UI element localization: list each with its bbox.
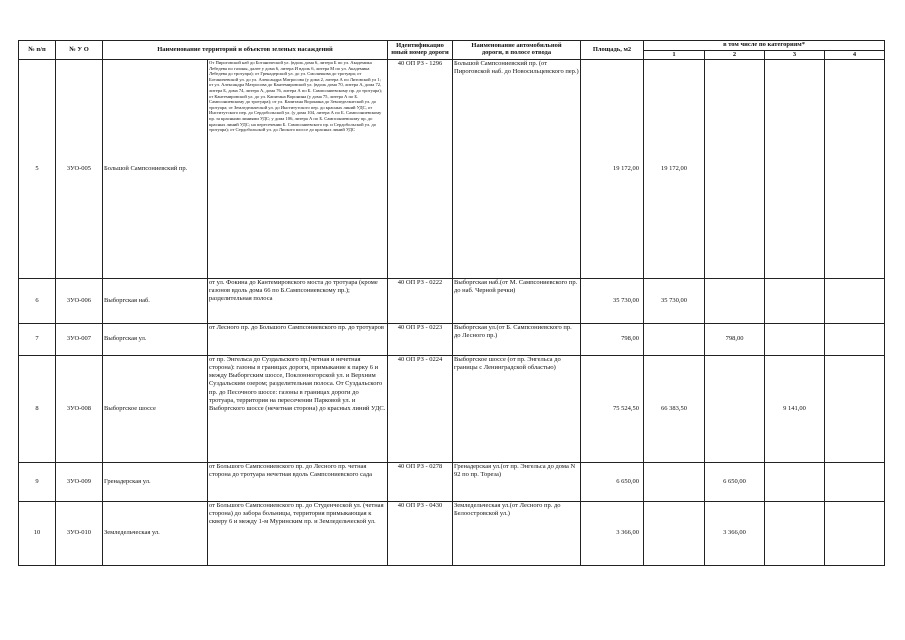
- row-area: 6 650,00: [581, 463, 644, 502]
- row-category-3: [765, 463, 825, 502]
- row-uo-code: 3УО-007: [56, 324, 103, 356]
- row-area: 75 524,50: [581, 356, 644, 463]
- row-category-3: [765, 60, 825, 279]
- row-area: 798,00: [581, 324, 644, 356]
- row-road-id: 40 ОП РЗ - 0278: [388, 463, 453, 502]
- header-road-id: [388, 41, 453, 60]
- row-category-2: [705, 356, 765, 463]
- row-uo-code: 3УО-009: [56, 463, 103, 502]
- header-road-name-line1: Наименование автомобильной: [471, 42, 562, 50]
- row-category-2: 6 650,00: [705, 463, 765, 502]
- row-uo-code: 3УО-008: [56, 356, 103, 463]
- row-object-name: Выборгская наб.: [103, 279, 208, 324]
- row-number: 7: [19, 324, 56, 356]
- row-description: от Большого Сампсониевского пр. до Студенческой ул. (четная сторона) до забора больницы, территория примыкающая к скверу 6 и между 1-м Муринским пр. и Земледельческой ул.: [208, 502, 388, 566]
- row-road-id: 40 ОП РЗ - 0223: [388, 324, 453, 356]
- row-category-2: 798,00: [705, 324, 765, 356]
- row-category-4: [825, 463, 885, 502]
- row-description: от пр. Энгельса до Суздальского пр.(четная и нечетная сторона): газоны в границах дороги, примыкание к парку 6 и между Выборгским шоссе, Поклонногорской ул. и Верхним Суздальским озером; разделительная полоса. От Суздальского пр. до Песочного шоссе: газоны в границах дороги до тротуара, территория на пересечении Парковой ул. и Выборгского шоссе (нечетная сторона) до красных линий УДС.: [208, 356, 388, 463]
- row-road-id: 40 ОП РЗ - 0222: [388, 279, 453, 324]
- row-category-4: [825, 356, 885, 463]
- header-road-name: [453, 41, 581, 60]
- row-description: от ул. Фокина до Кантемировского моста до тротуара (кроме газонов вдоль дома 66 по Б.Сампсониевскому пр.); разделительная полоса: [208, 279, 388, 324]
- row-object-name: Земледельческая ул.: [103, 502, 208, 566]
- row-category-4: [825, 502, 885, 566]
- row-description: От Пироговской наб до Ботанической ул. (вдоль дома 6, литера Б по ул. Академика Лебедева по газоны, далее у дома 6, литера И вдоль 6, литера М по ул. Академика Лебедева до тротуара); от Гренадерской ул. до ул. Смолячкова до тротуара; от Ботаничевской ул. до ул. Александра Матросова (у дома 2, литера А по Литовской ул 1; от ул. Александра Матросова до Кантемировской ул. (вдоль дома 70, литера А, домa 72, литера Б, дома 74, литера А, дома 76, литера А по Б. Сампсониевскому пр. до тротуара); от Кантемировской ул. до ул. Капитана Воронина (у дома 75, литера А по Б. Сампсониевскому до тротуара); от ул. Капитана Воронина до Земледельческой ул. до тротуара; от Земледельческой ул. до Институтского пер. до красных линий УДС, от Институтского пер. до Сердобольской ул. (у дома 104, литера А по Б. Сампсониевскому пр. за красными линиями УДС; у дома 106, литера А по Б. Сампсониевскому пр. до красных линий УДС; на пересечении Б. Сампсониевского пр. и Сердобольской ул. до тротуара); от Сердобольской ул. до Лиского шоссе до красных линий УДС: [208, 60, 388, 279]
- table-row: [19, 356, 885, 463]
- row-category-2: [705, 60, 765, 279]
- header-category-1: 1: [644, 51, 705, 60]
- row-category-4: [825, 60, 885, 279]
- green-spaces-table: [18, 40, 885, 566]
- header-categories: в том числе по категориям*: [644, 41, 885, 51]
- row-category-1: [644, 463, 705, 502]
- row-uo-code: 3УО-010: [56, 502, 103, 566]
- row-category-2: 3 366,00: [705, 502, 765, 566]
- row-uo-code: 3УО-006: [56, 279, 103, 324]
- header-object-name: Наименование территорий и объектов зеленых насаждений: [103, 41, 388, 60]
- table-row: [19, 324, 885, 356]
- header-number: № п/п: [19, 41, 56, 60]
- row-number: 10: [19, 502, 56, 566]
- row-road-id: 40 ОП РЗ - 1296: [388, 60, 453, 279]
- row-object-name: Выборгская ул.: [103, 324, 208, 356]
- row-category-3: [765, 324, 825, 356]
- row-description: от Большого Сампсониевского пр. до Лесного пр. четная сторона до тротуара нечетная вдоль Сампсониевского сада: [208, 463, 388, 502]
- row-category-3: [765, 502, 825, 566]
- header-road-name-line2: дороги, в полосе отвода: [481, 49, 552, 56]
- row-uo-code: 3УО-005: [56, 60, 103, 279]
- row-road-id: 40 ОП РЗ - 0430: [388, 502, 453, 566]
- row-category-1: 35 730,00: [644, 279, 705, 324]
- header-road-id-line2: нный номер дороги: [391, 49, 449, 56]
- table-row: [19, 463, 885, 502]
- row-road-name: Гренадерская ул.(от пр. Энгельса до дома N 92 по пр. Тореза): [453, 463, 581, 502]
- row-road-id: 40 ОП РЗ - 0224: [388, 356, 453, 463]
- row-number: 9: [19, 463, 56, 502]
- row-road-name: Выборгская наб.(от М. Сампсониевского пр. до наб. Черной речки): [453, 279, 581, 324]
- row-road-name: Большой Сампсониевский пр. (от Пироговской наб. до Новосильцевского пер.): [453, 60, 581, 279]
- row-category-1: 19 172,00: [644, 60, 705, 279]
- row-number: 5: [19, 60, 56, 279]
- header-road-id-line1: Идентификацио: [396, 42, 444, 50]
- row-category-4: [825, 324, 885, 356]
- table-row: [19, 502, 885, 566]
- row-object-name: Большой Сампсониевский пр.: [103, 60, 208, 279]
- row-category-1: 66 383,50: [644, 356, 705, 463]
- row-road-name: Земледельческая ул.(от Лесного пр. до Белоостровской ул.): [453, 502, 581, 566]
- table-row: [19, 279, 885, 324]
- row-area: 19 172,00: [581, 60, 644, 279]
- row-area: 35 730,00: [581, 279, 644, 324]
- header-area: Площадь, м2: [581, 41, 644, 60]
- header-category-4: 4: [825, 51, 885, 60]
- row-area: 3 366,00: [581, 502, 644, 566]
- row-category-4: [825, 279, 885, 324]
- row-number: 6: [19, 279, 56, 324]
- row-number: 8: [19, 356, 56, 463]
- row-road-name: Выборгское шоссе (от пр. Энгельса до границы с Ленинградской областью): [453, 356, 581, 463]
- row-road-name: Выборгская ул.(от Б. Сампсониевского пр. до Лесного пр.): [453, 324, 581, 356]
- row-category-2: [705, 279, 765, 324]
- header-category-2: 2: [705, 51, 765, 60]
- row-object-name: Гренадерская ул.: [103, 463, 208, 502]
- header-uo: № У О: [56, 41, 103, 60]
- row-object-name: Выборгское шоссе: [103, 356, 208, 463]
- row-category-3: [765, 279, 825, 324]
- row-category-1: [644, 324, 705, 356]
- row-description: от Лесного пр. до Большого Сампсониевского пр. до тротуаров: [208, 324, 388, 356]
- header-category-3: 3: [765, 51, 825, 60]
- row-category-1: [644, 502, 705, 566]
- row-category-3: 9 141,00: [765, 356, 825, 463]
- table-row: [19, 60, 885, 279]
